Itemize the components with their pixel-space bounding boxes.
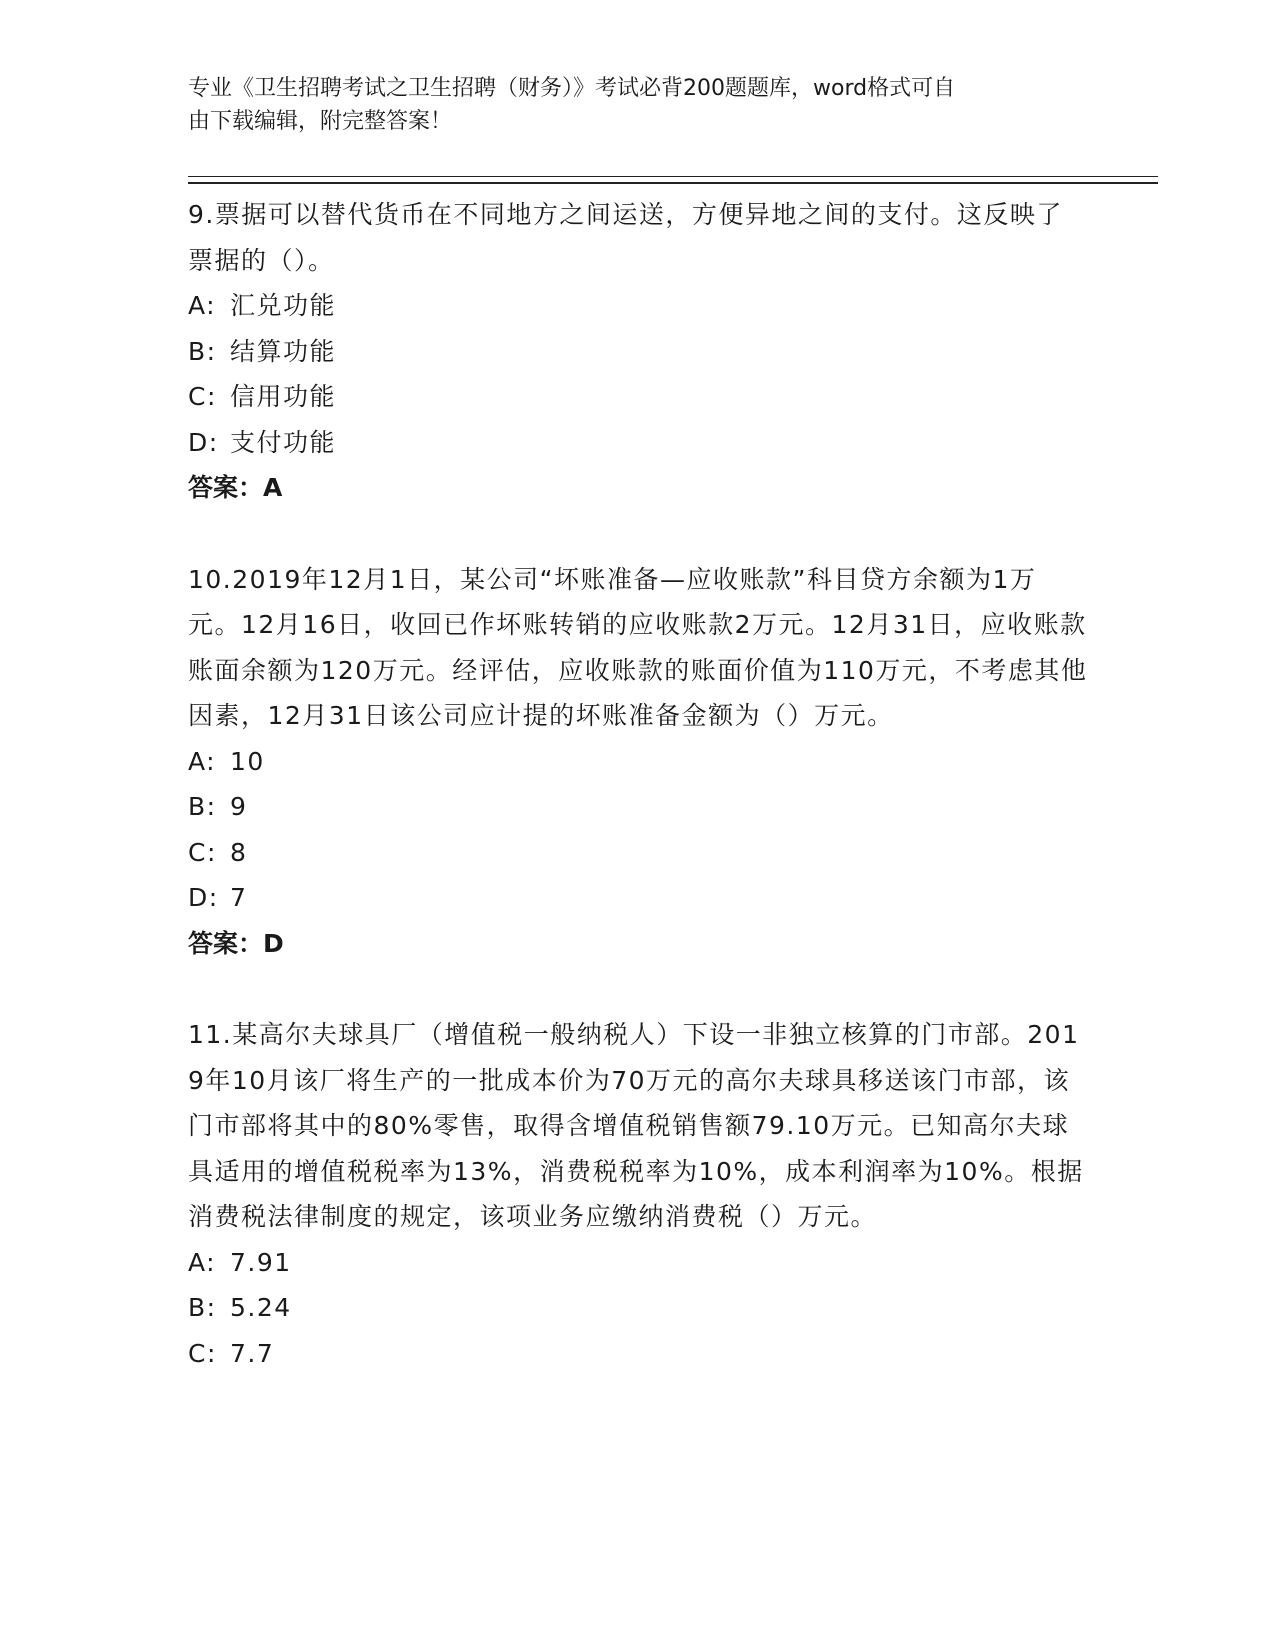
option-c	[188, 1331, 1088, 1377]
option-letter: B:	[188, 792, 217, 821]
option-b	[188, 329, 1088, 375]
option-d	[188, 875, 1088, 921]
option-letter: B:	[188, 336, 217, 366]
question-stem: 10.2019年12月1日，某公司“坏账准备—应收账款”科目贷方余额为1万元。12月16日，收回已作坏账转销的应收账款2万元。12月31日，应收账款账面余额为120万元。经评估，应收账款的账面价值为110万元，不考虑其他因素，12月31日该公司应计提的坏账准备金额为（）万元。	[188, 564, 1088, 730]
option-text: 8	[230, 837, 248, 867]
question-9	[188, 192, 1088, 511]
option-text: 支付功能	[230, 427, 337, 457]
option-d	[188, 420, 1088, 466]
header-line-1: 专业《卫生招聘考试之卫生招聘（财务）》考试必背200题题库，word格式可自	[188, 76, 956, 101]
option-letter: D:	[188, 883, 219, 912]
option-text: 7	[230, 883, 248, 912]
option-letter: D:	[188, 427, 219, 457]
option-c	[188, 374, 1088, 420]
option-letter: A:	[188, 291, 217, 320]
option-letter: B:	[188, 1293, 217, 1322]
question-stem: 9.票据可以替代货币在不同地方之间运送，方便异地之间的支付。这反映了票据的（）。	[188, 200, 1063, 275]
option-text: 7.7	[230, 1338, 275, 1368]
option-letter: A:	[188, 1247, 217, 1277]
option-letter: C:	[188, 837, 217, 867]
option-a	[188, 1240, 1088, 1286]
option-a	[188, 739, 1088, 785]
question-11	[188, 1012, 1088, 1376]
header-divider-thin	[188, 176, 1158, 177]
option-text: 7.91	[230, 1247, 292, 1277]
option-text: 结算功能	[230, 336, 337, 366]
document-header	[188, 72, 1088, 138]
header-divider-thick	[188, 182, 1158, 184]
question-10	[188, 557, 1088, 967]
answer-line: 答案：D	[188, 928, 284, 958]
option-text: 10	[230, 746, 265, 776]
option-a	[188, 283, 1088, 329]
question-list	[188, 192, 1088, 1376]
option-text: 5.24	[230, 1293, 292, 1322]
option-letter: A:	[188, 746, 217, 776]
option-c	[188, 830, 1088, 876]
option-b	[188, 784, 1088, 830]
header-line-2: 由下载编辑，附完整答案！	[188, 109, 453, 134]
question-spacer	[188, 966, 1088, 1012]
answer-line: 答案：A	[188, 473, 283, 502]
option-text: 9	[230, 792, 248, 821]
question-stem: 11.某高尔夫球具厂（增值税一般纳税人）下设一非独立核算的门市部。2019年10月该厂将生产的一批成本价为70万元的高尔夫球具移送该门市部，该门市部将其中的80%零售，取得含增值税销售额79.10万元。已知高尔夫球具适用的增值税税率为13%，消费税税率为10%，成本利润率为10%。根据消费税法律制度的规定，该项业务应缴纳消费税（）万元。	[188, 1020, 1084, 1231]
option-text: 汇兑功能	[230, 291, 337, 320]
option-letter: C:	[188, 382, 217, 411]
option-letter: C:	[188, 1338, 217, 1368]
option-text: 信用功能	[230, 382, 337, 411]
question-spacer	[188, 511, 1088, 557]
option-b	[188, 1285, 1088, 1331]
